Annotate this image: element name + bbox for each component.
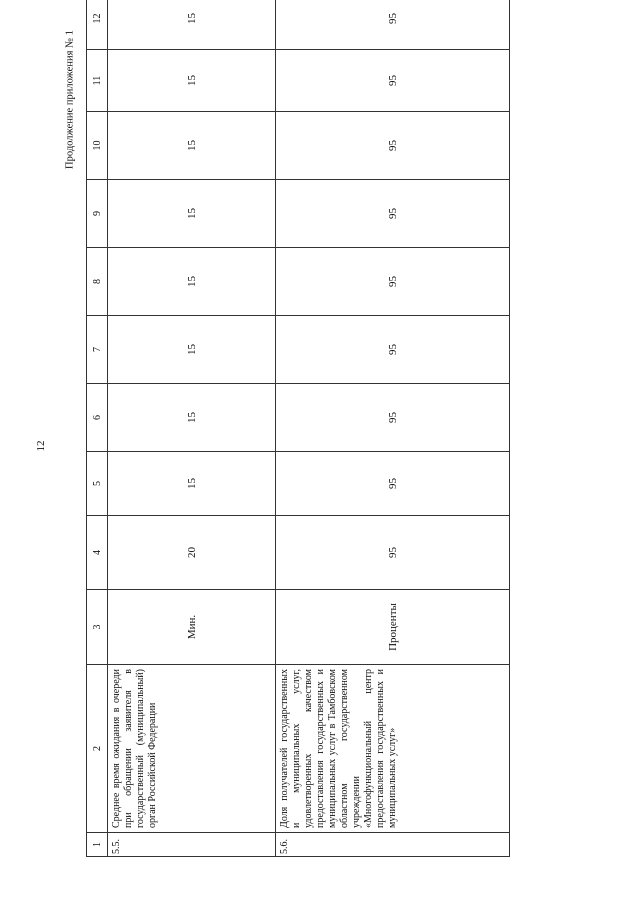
- value-cell: 95: [276, 0, 510, 50]
- value-cell: 15: [108, 452, 276, 516]
- table-row: [276, 0, 510, 857]
- value-cell: 15: [108, 248, 276, 316]
- page-number: 12: [35, 440, 47, 452]
- unit-cell: Проценты: [276, 590, 510, 665]
- column-header: 9: [87, 180, 108, 248]
- column-header: 3: [87, 590, 108, 665]
- row-number: 5.6.: [276, 833, 510, 857]
- value-cell: 95: [276, 316, 510, 384]
- value-cell: 20: [108, 516, 276, 590]
- value-cell: 15: [108, 0, 276, 50]
- value-cell: 95: [276, 384, 510, 452]
- indicator-name: Среднее время ожидания в очереди при обращении заявителя в государственный (муниципальный) орган Российской Федерации: [108, 665, 276, 833]
- value-cell: 95: [276, 516, 510, 590]
- column-header: 2: [87, 665, 108, 833]
- value-cell: 15: [108, 112, 276, 180]
- value-cell: 15: [108, 316, 276, 384]
- indicator-table: [86, 13, 508, 857]
- column-header: 5: [87, 452, 108, 516]
- value-cell: 95: [276, 452, 510, 516]
- value-cell: 95: [276, 112, 510, 180]
- row-number: 5.5.: [108, 833, 276, 857]
- value-cell: 95: [276, 248, 510, 316]
- unit-cell: Мин.: [108, 590, 276, 665]
- column-header: 11: [87, 50, 108, 112]
- indicator-name: Доля получателей государственных и муниципальных услуг, удовлетворенных качеством предоставления государственных и муниципальных услуг в Тамбовском областном государственном учреждении «Многофункциональный центр предоставления государственных и муниципальных услуг»: [276, 665, 510, 833]
- table-row: [108, 0, 276, 857]
- value-cell: 15: [108, 384, 276, 452]
- column-header: 12: [87, 0, 108, 50]
- column-header: 1: [87, 833, 108, 857]
- value-cell: 15: [108, 180, 276, 248]
- column-header: 8: [87, 248, 108, 316]
- table-header-row: [87, 0, 108, 857]
- value-cell: 95: [276, 180, 510, 248]
- continuation-title: Продолжение приложения № 1: [64, 30, 76, 169]
- value-cell: 15: [108, 50, 276, 112]
- column-header: 7: [87, 316, 108, 384]
- column-header: 10: [87, 112, 108, 180]
- column-header: 6: [87, 384, 108, 452]
- value-cell: 95: [276, 50, 510, 112]
- column-header: 4: [87, 516, 108, 590]
